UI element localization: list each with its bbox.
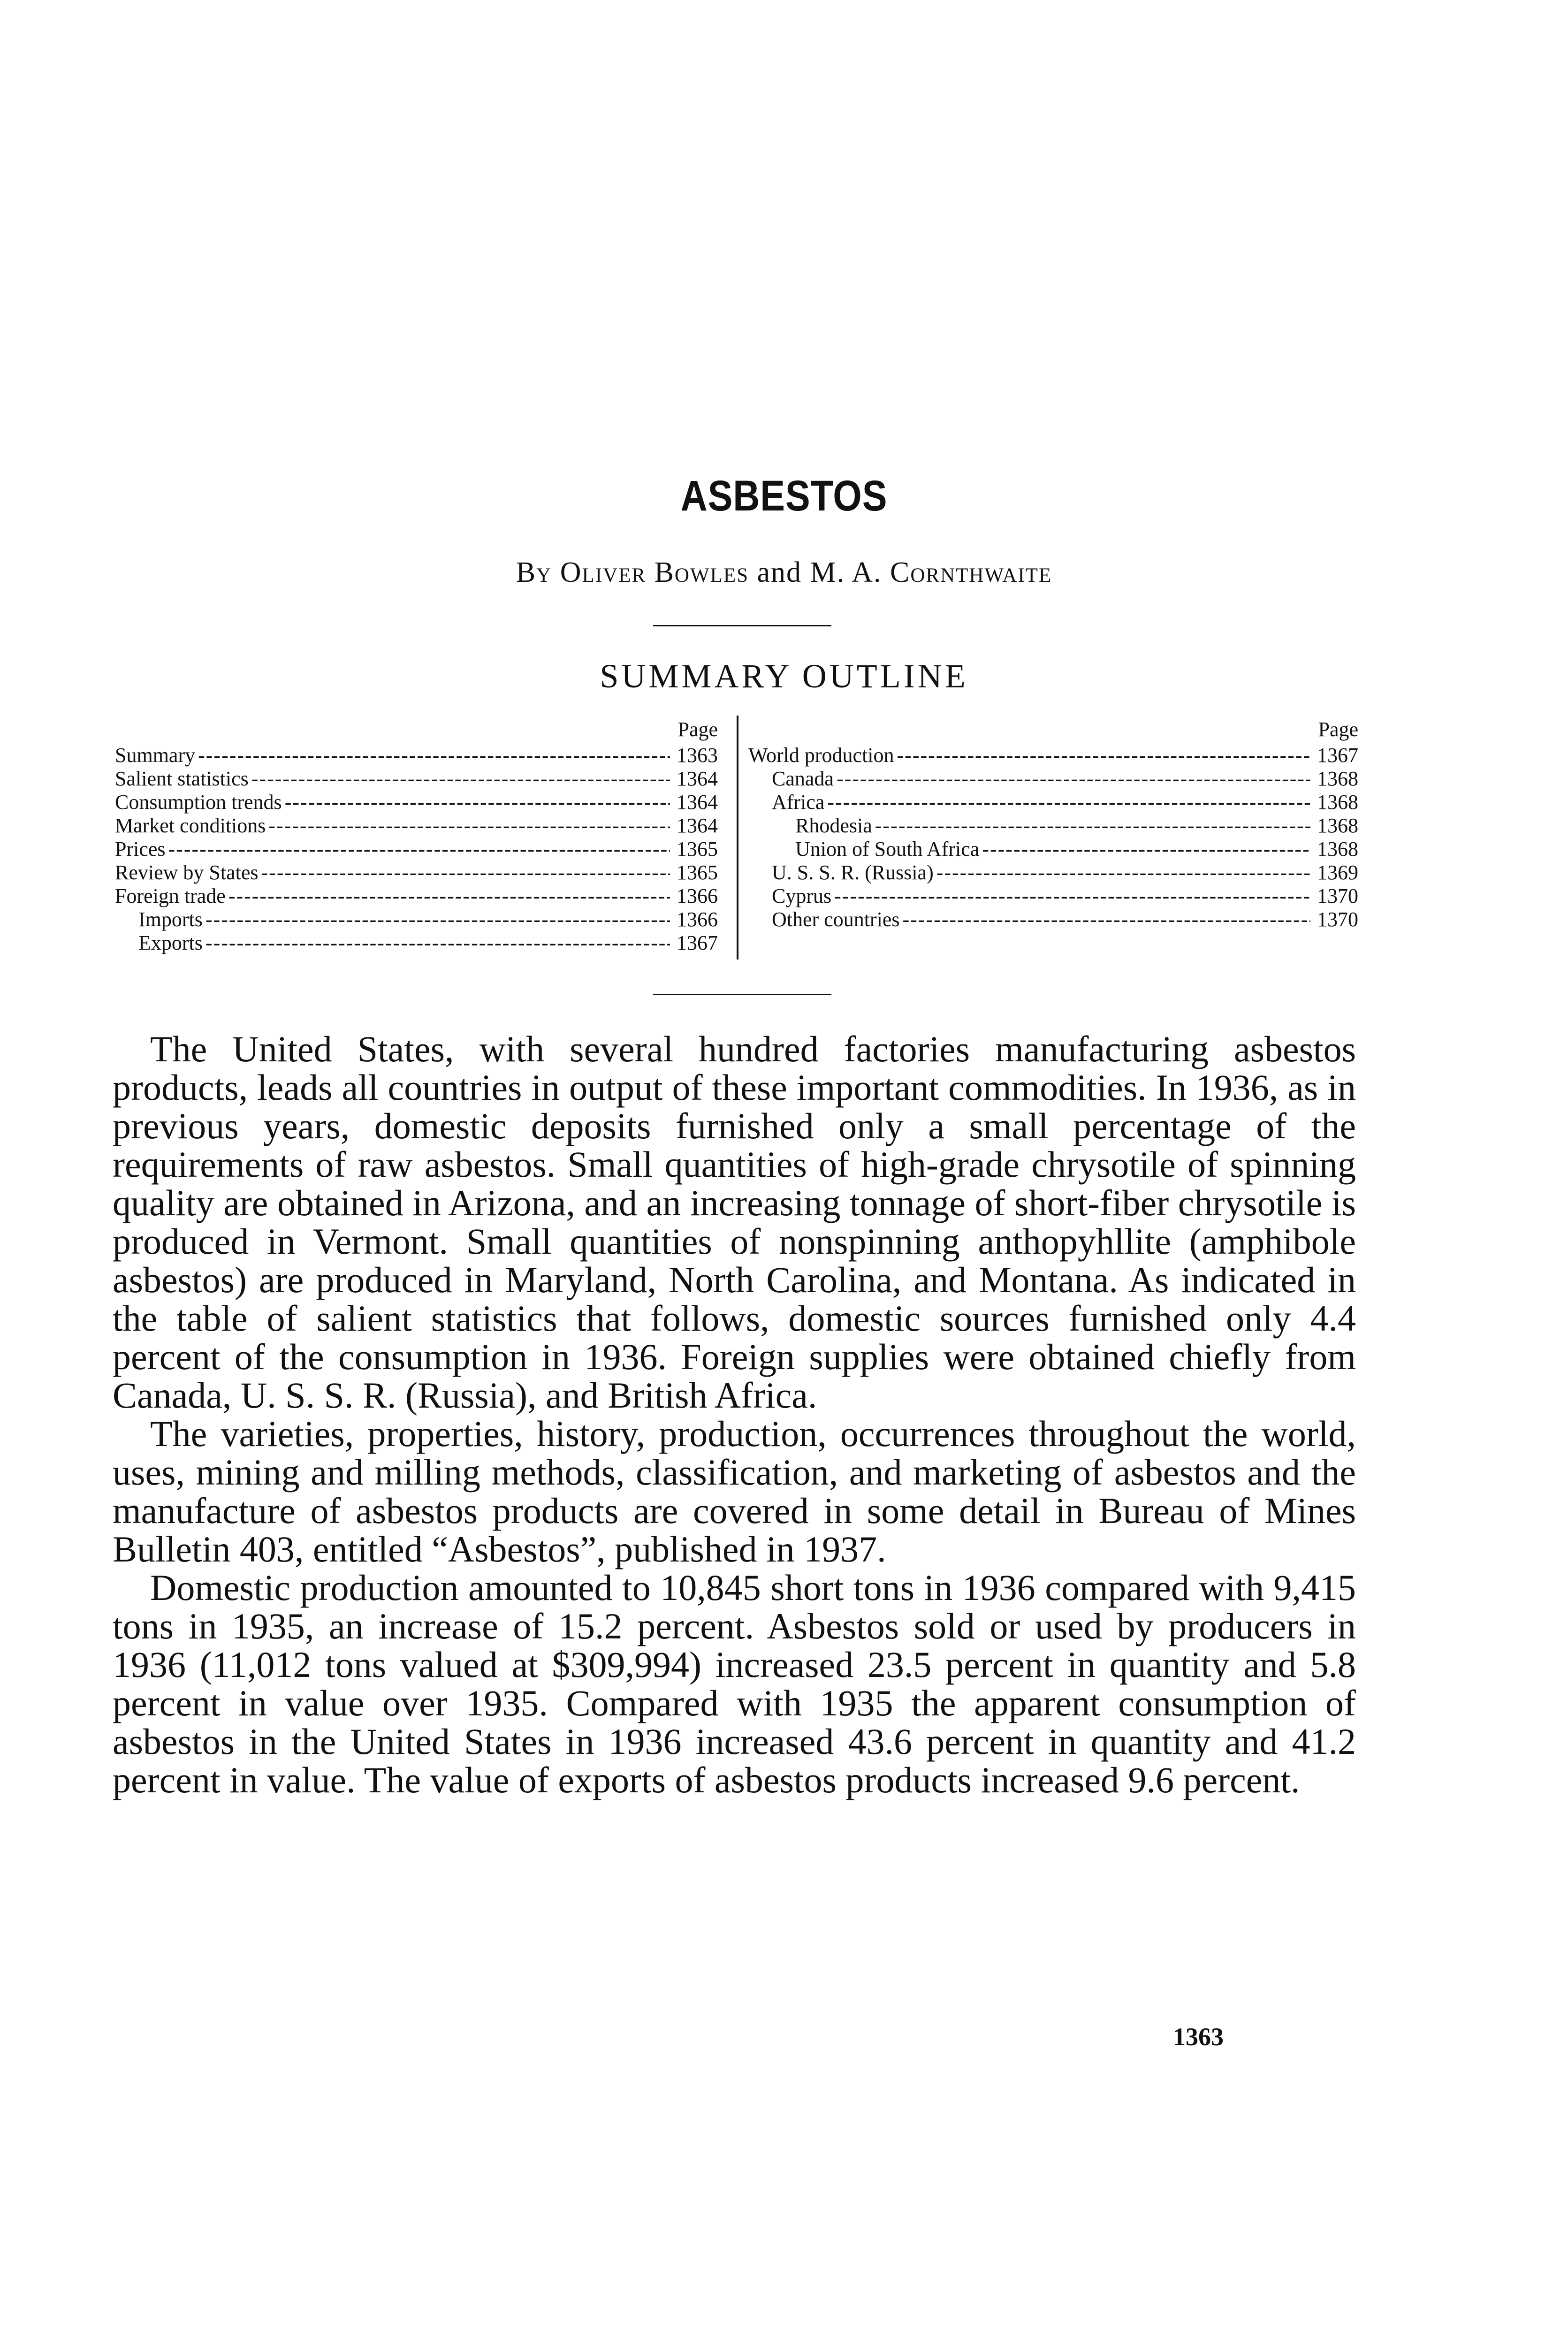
outline-entry: Exports ----- 1367 [115,931,718,955]
author-1: Oliver Bowles [560,556,749,588]
byline [0,556,1568,589]
paragraph-3: Domestic production amounted to 10,845 short tons in 1936 compared with 9,415 tons in 1935, an increase of 15.2 percent. Asbestos sold or used by producers in 1936 (11,012 tons valued at $309,994) increased 23.5 percent in quantity and 5.8 percent in value over 1935. Compared with 1935 the apparent consumption of asbestos in the United States in 1936 increased 43.6 percent in quantity and 41.2 percent in value. The value of exports of asbestos products increased 9.6 percent. [113,1567,1356,1800]
outline-entry: Consumption trends ----- 1364 [115,791,718,814]
outline-entry: Cyprus ----- 1370 [748,884,1358,908]
outline-entry: Summary ----- 1363 [115,744,718,767]
outline-entry: U. S. S. R. (Russia) ----- 1369 [748,861,1358,884]
author-2: M. A. Cornthwaite [810,556,1052,588]
column-divider [737,716,738,960]
outline-entry: Prices ----- 1365 [115,838,718,861]
article-body [113,1030,1356,1799]
page-column-label: Page [677,718,718,741]
page-column-label: Page [1318,718,1358,741]
byline-prefix: By [516,556,552,588]
outline-heading: SUMMARY OUTLINE [600,657,968,695]
article-title: ASBESTOS [680,472,888,520]
outline-entry: World production ----- 1367 [748,744,1358,767]
outline-entry: Imports ----- 1366 [115,908,718,931]
outline-entry: Market conditions ----- 1364 [115,814,718,838]
byline-conjunction: and [757,556,802,588]
outline-entry: Union of South Africa ----- 1368 [748,838,1358,861]
outline-entry: Canada ----- 1368 [748,767,1358,791]
outline-right-column [748,716,1358,931]
paragraph-2: The varieties, properties, history, production, occurrences throughout the world, uses, mining and milling methods, classification, and marketing of asbestos and the manufacture of asbestos products are covered in some detail in Bureau of Mines Bulletin 403, entitled “Asbestos”, published in 1937. [113,1413,1356,1569]
outline-entry: Salient statistics ----- 1364 [115,767,718,791]
outline-entry: Africa ----- 1368 [748,791,1358,814]
outline-left-column [115,716,718,955]
paragraph-1: The United States, with several hundred factories manufacturing asbestos products, leads all countries in output of these important commodities. In 1936, as in previous years, domestic deposits furnished only a small percentage of the requirements of raw asbestos. Small quantities of high-grade chrysotile of spinning quality are obtained in Arizona, and an increasing tonnage of short-fiber chrysotile is produced in Vermont. Small quantities of nonspinning anthopyhllite (amphibole asbestos) are produced in Maryland, North Carolina, and Montana. As indicated in the table of salient statistics that follows, domestic sources furnished only 4.4 percent of the consumption in 1936. Foreign supplies were obtained chiefly from Canada, U. S. S. R. (Russia), and British Africa. [113,1028,1356,1416]
byline-rule [653,625,831,626]
outline-entry: Foreign trade ----- 1366 [115,884,718,908]
outline-entry: Other countries ----- 1370 [748,908,1358,931]
outline-rule [653,994,831,995]
outline-entry: Rhodesia ----- 1368 [748,814,1358,838]
outline-entry: Review by States ----- 1365 [115,861,718,884]
page-number: 1363 [1173,2023,1224,2051]
